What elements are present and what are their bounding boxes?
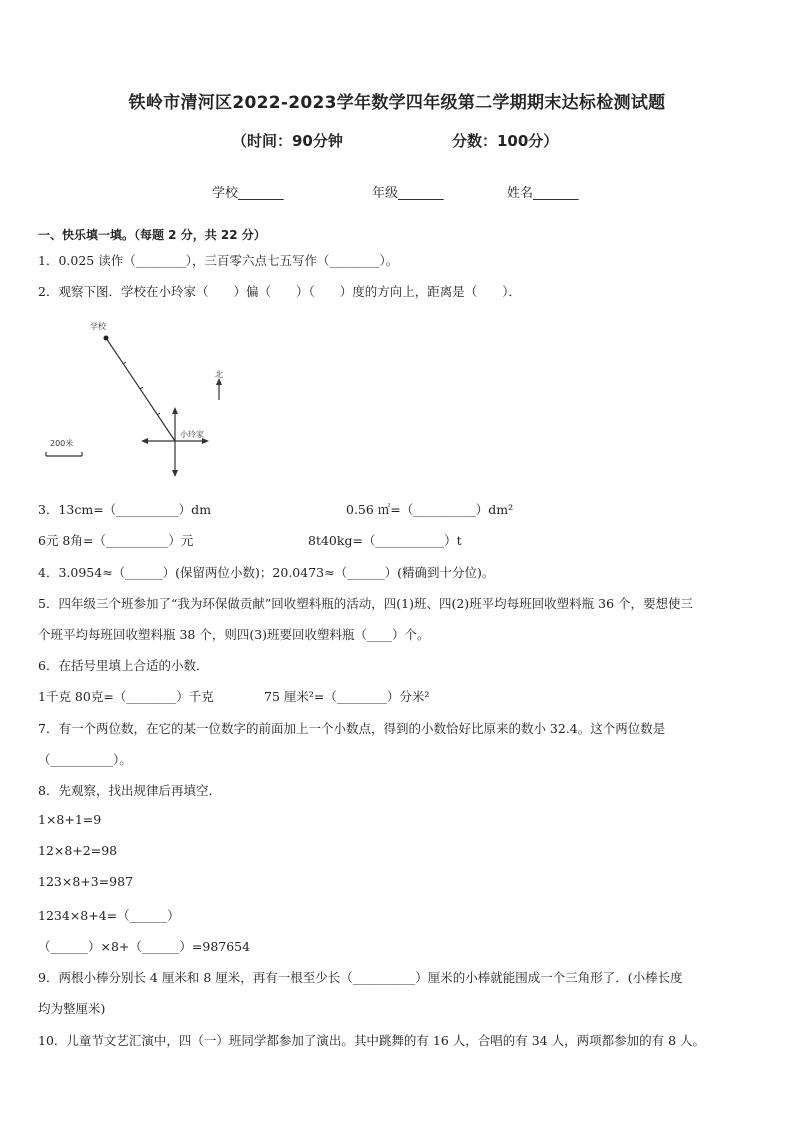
question-9-line2: 均为整厘米)	[38, 1001, 106, 1016]
pattern-line-3: 123×8+3=987	[38, 874, 134, 889]
question-7-line1: 7．有一个两位数，在它的某一位数字的前面加上一个小数点，得到的小数恰好比原来的数小 32.4。这个两位数是	[38, 721, 666, 736]
name-field: 姓名_______	[507, 186, 579, 201]
question-9-line1: 9．两根小棒分别长 4 厘米和 8 厘米，再有一根至少长（__________）厘米的小棒就能围成一个三角形了．(小棒长度	[38, 970, 683, 985]
question-2: 2．观察下图．学校在小玲家（ ）偏（ ）（ ）度的方向上，距离是（ ）．	[38, 284, 521, 299]
question-5-line2: 个班平均每班回收塑料瓶 38 个，则四(3)班要回收塑料瓶（____）个。	[38, 627, 430, 642]
exam-score: 分数：100分）	[452, 132, 559, 150]
north-label: 北	[215, 370, 223, 379]
exam-time: （时间：90分钟	[232, 132, 343, 150]
question-6: 6．在括号里填上合适的小数．	[38, 658, 209, 673]
grade-field: 年级_______	[372, 186, 444, 201]
school-field: 学校_______	[212, 186, 284, 201]
pattern-line-5: （______）×8+（______）=987654	[38, 939, 251, 954]
page-title: 铁岭市清河区2022-2023学年数学四年级第二学期期末达标检测试题	[128, 93, 666, 113]
question-7-line2: （__________）。	[38, 752, 132, 767]
question-10: 10．儿童节文艺汇演中，四（一）班同学都参加了演出。其中跳舞的有 16 人，合唱的有 34 人，两项都参加的有 8 人。	[38, 1033, 706, 1048]
pattern-line-4: 1234×8+4=（______）	[38, 908, 180, 923]
question-6b: 75 厘米²=（________）分米²	[264, 689, 430, 704]
scale-label: 200米	[50, 439, 74, 448]
question-3d: 8t40kg=（___________）t	[308, 533, 462, 548]
question-3c: 6元 8角=（__________）元	[38, 533, 194, 548]
question-3a: 3．13cm=（__________）dm	[38, 502, 212, 517]
question-1: 1．0.025 读作（________），三百零六点七五写作（________）。	[38, 253, 399, 268]
question-4: 4．3.0954≈（______）(保留两位小数)；20.0473≈（______）(精确到十分位)。	[38, 565, 495, 580]
question-3b: 0.56 ㎡=（__________）dm²	[346, 502, 514, 517]
section-heading: 一、快乐填一填。（每题 2 分，共 22 分）	[38, 228, 266, 242]
home-label: 小玲家	[180, 430, 204, 439]
pattern-line-2: 12×8+2=98	[38, 843, 118, 858]
question-8: 8．先观察，找出规律后再填空．	[38, 783, 221, 798]
school-label: 学校	[90, 322, 106, 331]
pattern-line-1: 1×8+1=9	[38, 812, 102, 827]
question-5-line1: 5．四年级三个班参加了“我为环保做贡献”回收塑料瓶的活动，四(1)班、四(2)班平均每班回收塑料瓶 36 个，要想使三	[38, 596, 694, 611]
direction-diagram	[38, 318, 238, 478]
question-6a: 1千克 80克=（________）千克	[38, 689, 214, 704]
